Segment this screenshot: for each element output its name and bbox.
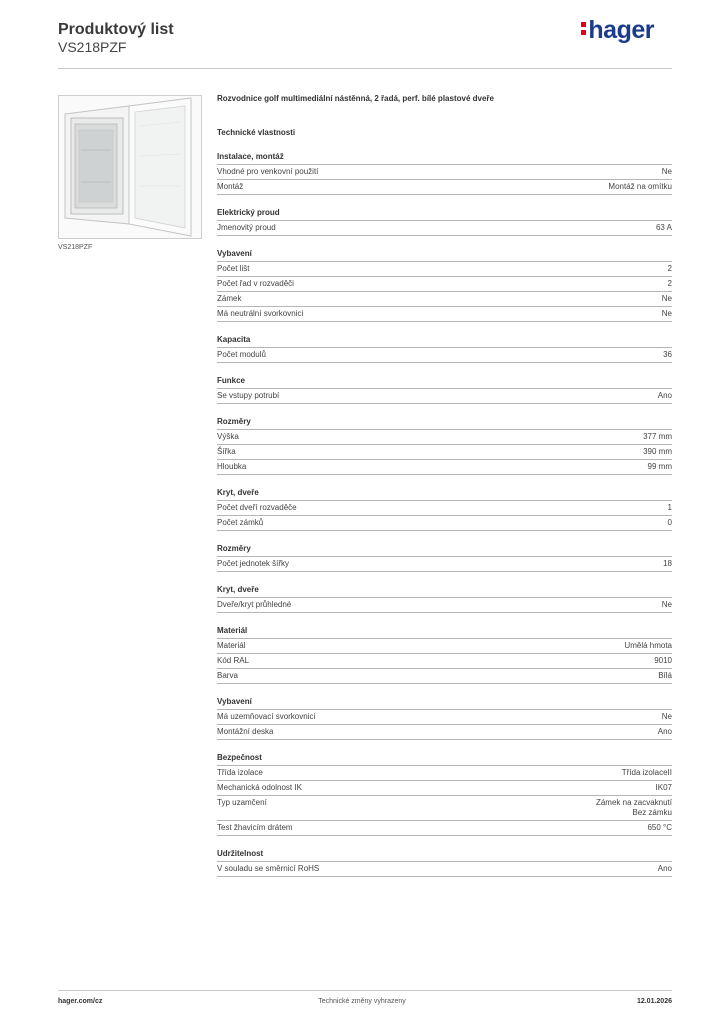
- spec-value: [658, 864, 672, 874]
- spec-value: [624, 641, 672, 651]
- spec-group: [217, 585, 672, 613]
- spec-row: [217, 292, 672, 307]
- spec-value: [658, 391, 672, 401]
- group-title: Kryt, dveře: [217, 585, 672, 598]
- spec-value: [662, 167, 672, 177]
- spec-value-line: Ne: [661, 167, 672, 176]
- spec-row: [217, 348, 672, 363]
- spec-label: Hloubka: [217, 462, 247, 471]
- spec-value-line: Umělá hmota: [624, 641, 672, 650]
- spec-row: [217, 221, 672, 236]
- image-caption: VS218PZF: [58, 244, 93, 251]
- logo-dots-icon: [581, 19, 586, 38]
- spec-label: Počet řad v rozvaděči: [217, 279, 294, 288]
- spec-value-line: Bez zámku: [632, 808, 672, 817]
- group-title: Kryt, dveře: [217, 488, 672, 501]
- spec-value-line: 377 mm: [643, 432, 672, 441]
- group-title: Rozměry: [217, 544, 672, 557]
- spec-value: [658, 727, 672, 737]
- spec-row: [217, 710, 672, 725]
- spec-value-line: IK07: [655, 783, 672, 792]
- spec-row: [217, 501, 672, 516]
- spec-group: [217, 376, 672, 404]
- spec-value-line: Ne: [661, 309, 672, 318]
- spec-label: Třída izolace: [217, 768, 263, 777]
- spec-row: [217, 165, 672, 180]
- spec-value: [596, 798, 672, 818]
- spec-group: [217, 208, 672, 236]
- spec-label: Zámek: [217, 294, 242, 303]
- footer-date: 12.01.2026: [636, 998, 672, 1005]
- spec-value-line: Ano: [657, 391, 672, 400]
- spec-value-line: 18: [663, 559, 672, 568]
- spec-label: Počet zámků: [217, 518, 264, 527]
- spec-label: Se vstupy potrubí: [217, 391, 280, 400]
- spec-row: [217, 781, 672, 796]
- spec-label: Počet jednotek šířky: [217, 559, 290, 568]
- spec-value-line: Zámek na zacvaknutí: [595, 798, 672, 807]
- product-image: [58, 95, 202, 239]
- spec-group: [217, 544, 672, 572]
- spec-row: [217, 430, 672, 445]
- spec-value: [643, 432, 672, 442]
- spec-value: [656, 783, 672, 793]
- spec-row: [217, 460, 672, 475]
- spec-row: [217, 389, 672, 404]
- spec-label: Barva: [217, 671, 238, 680]
- spec-value-line: 2: [667, 279, 672, 288]
- spec-sheet: [217, 94, 672, 890]
- spec-value: [662, 294, 672, 304]
- spec-label: Jmenovitý proud: [217, 223, 276, 232]
- spec-label: Má neutrální svorkovnici: [217, 309, 304, 318]
- spec-row: [217, 669, 672, 684]
- spec-value: [662, 712, 672, 722]
- spec-value: [668, 264, 672, 274]
- spec-row: [217, 307, 672, 322]
- group-title: Udržitelnost: [217, 849, 672, 862]
- distribution-board-icon: [59, 96, 201, 238]
- spec-value-line: Ano: [657, 727, 672, 736]
- spec-row: [217, 862, 672, 877]
- spec-row: [217, 796, 672, 821]
- footer-divider: [58, 990, 672, 991]
- spec-label: Typ uzamčení: [217, 798, 267, 807]
- spec-value: [668, 279, 672, 289]
- spec-value-line: Ne: [661, 712, 672, 721]
- spec-label: Kód RAL: [217, 656, 250, 665]
- spec-row: [217, 766, 672, 781]
- spec-value-line: 390 mm: [643, 447, 672, 456]
- spec-value-line: Bílá: [658, 671, 672, 680]
- spec-value-line: 99 mm: [647, 462, 672, 471]
- spec-group: [217, 152, 672, 195]
- group-title: Vybavení: [217, 697, 672, 710]
- spec-label: Má uzemňovací svorkovnici: [217, 712, 316, 721]
- spec-row: [217, 445, 672, 460]
- spec-row: [217, 821, 672, 836]
- page-title: Produktový list: [58, 21, 174, 38]
- spec-value-line: Třída izolaceII: [621, 768, 672, 777]
- spec-row: [217, 262, 672, 277]
- spec-label: Mechanická odolnost IK: [217, 783, 302, 792]
- spec-group: [217, 753, 672, 836]
- spec-label: Počet lišt: [217, 264, 250, 273]
- spec-value-line: 0: [667, 518, 672, 527]
- spec-groups: [217, 152, 672, 877]
- spec-row: [217, 725, 672, 740]
- spec-label: Montážní deska: [217, 727, 274, 736]
- spec-value-line: 36: [663, 350, 672, 359]
- spec-group: [217, 417, 672, 475]
- spec-value-line: Ne: [661, 600, 672, 609]
- spec-label: Montáž: [217, 182, 244, 191]
- footer-notice: Technické změny vyhrazeny: [318, 998, 406, 1005]
- spec-label: Dveře/kryt průhledné: [217, 600, 292, 609]
- spec-group: [217, 697, 672, 740]
- spec-value: [656, 223, 672, 233]
- spec-label: Materiál: [217, 641, 246, 650]
- spec-value: [658, 671, 672, 681]
- spec-row: [217, 277, 672, 292]
- spec-value: [654, 656, 672, 666]
- group-title: Rozměry: [217, 417, 672, 430]
- group-title: Vybavení: [217, 249, 672, 262]
- footer-website: hager.com/cz: [58, 998, 103, 1005]
- group-title: Funkce: [217, 376, 672, 389]
- spec-row: [217, 180, 672, 195]
- spec-group: [217, 488, 672, 531]
- spec-value: [662, 600, 672, 610]
- spec-value: [643, 447, 672, 457]
- spec-value-line: 650 °C: [647, 823, 672, 832]
- spec-row: [217, 639, 672, 654]
- spec-row: [217, 654, 672, 669]
- group-title: Kapacita: [217, 335, 672, 348]
- spec-label: Vhodné pro venkovní použití: [217, 167, 319, 176]
- spec-row: [217, 598, 672, 613]
- spec-value-line: Ano: [657, 864, 672, 873]
- spec-value-line: 9010: [654, 656, 672, 665]
- spec-value: [647, 823, 672, 833]
- spec-row: [217, 557, 672, 572]
- spec-value: [663, 559, 672, 569]
- product-code: VS218PZF: [58, 39, 127, 55]
- spec-group: [217, 849, 672, 877]
- spec-value-line: 2: [667, 264, 672, 273]
- spec-value: [663, 350, 672, 360]
- spec-group: [217, 626, 672, 684]
- spec-value-line: 1: [667, 503, 672, 512]
- spec-value-line: Montáž na omítku: [608, 182, 672, 191]
- spec-label: Test žhavicím drátem: [217, 823, 293, 832]
- spec-label: Počet modulů: [217, 350, 266, 359]
- product-description: Rozvodnice golf multimediální nástěnná, 2 řadá, perf. bílé plastové dveře: [217, 94, 494, 103]
- spec-value-line: Ne: [661, 294, 672, 303]
- spec-label: Počet dveří rozvaděče: [217, 503, 297, 512]
- spec-value: [668, 518, 672, 528]
- header-divider: [58, 68, 672, 69]
- spec-value: [668, 503, 672, 513]
- spec-label: Výška: [217, 432, 239, 441]
- spec-value: [648, 462, 672, 472]
- spec-value: [608, 182, 672, 192]
- spec-value: [622, 768, 672, 778]
- logo-text: hager: [588, 16, 654, 44]
- hager-logo: [581, 16, 654, 45]
- group-title: Instalace, montáž: [217, 152, 672, 165]
- spec-label: V souladu se směrnicí RoHS: [217, 864, 320, 873]
- spec-label: Šířka: [217, 447, 236, 456]
- spec-value-line: 63 A: [655, 223, 672, 232]
- spec-row: [217, 516, 672, 531]
- section-title: Technické vlastnosti: [217, 128, 296, 137]
- group-title: Materiál: [217, 626, 672, 639]
- group-title: Bezpečnost: [217, 753, 672, 766]
- spec-group: [217, 335, 672, 363]
- spec-group: [217, 249, 672, 322]
- group-title: Elektrický proud: [217, 208, 672, 221]
- spec-value: [662, 309, 672, 319]
